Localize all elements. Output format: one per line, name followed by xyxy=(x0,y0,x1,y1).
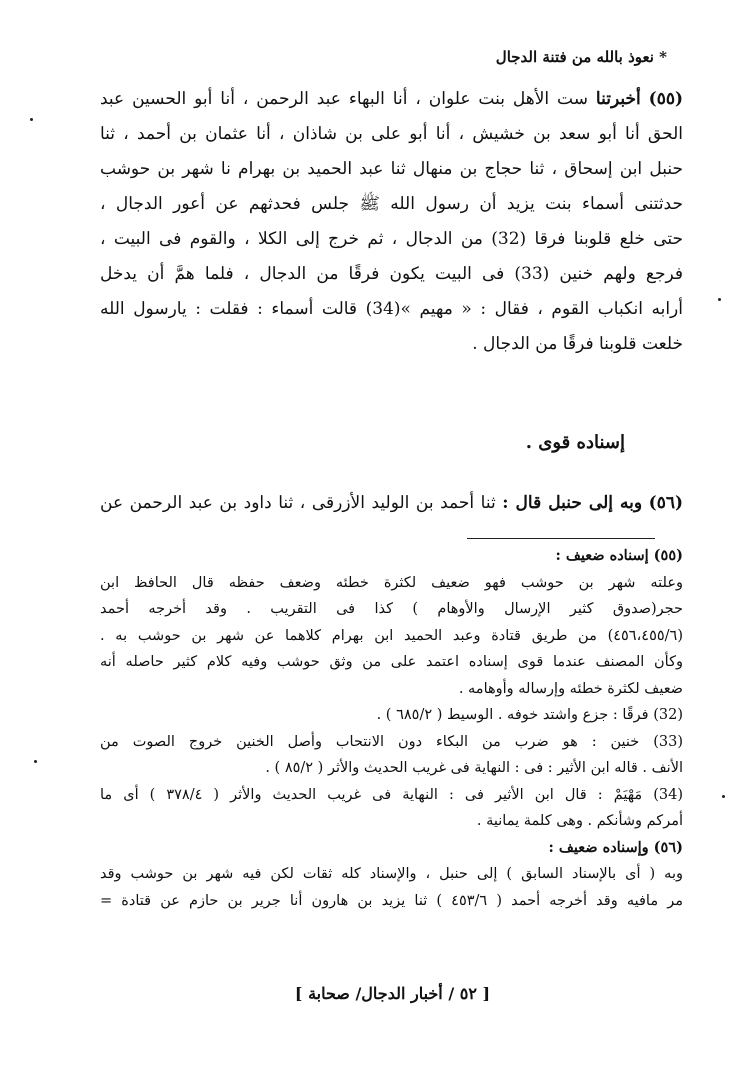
hadith-line: خلعت قلوبنا فرقًا من الدجال . xyxy=(472,334,683,354)
footnote-line: ضعيف لكثرة خطئه وإرساله وأوهامه . xyxy=(458,680,683,697)
next-hadith-line xyxy=(100,486,683,521)
footnote-heading: (٥٥) إسناده ضعيف : xyxy=(555,547,683,564)
hadith-text: ست الأهل بنت علوان ، أنا البهاء عبد الرحمن ، أنا أبو الحسين عبد xyxy=(100,89,588,109)
footnote-heading: (٥٦) وإسناده ضعيف : xyxy=(548,838,683,856)
hadith-number: (٥٥) xyxy=(648,89,683,109)
page-footer: [ ٥٢ / أخبار الدجال/ صحابة ] xyxy=(294,984,491,1003)
scan-speck xyxy=(34,760,37,763)
hadith-text: ثنا أحمد بن الوليد الأزرقى ، ثنا داود بن عبد الرحمن عن xyxy=(100,493,496,513)
footnote-line: مر مافيه وقد أخرجه أحمد ( ٤٥٣/٦ ) ثنا يزيد بن هارون أنا جرير بن حازم عن قتادة = xyxy=(100,892,683,909)
isnad-verdict: إسناده قوى . xyxy=(525,432,625,453)
footnote-line: وبه ( أى بالإسناد السابق ) إلى حنبل ، والإسناد كله ثقات لكن فيه شهر بن حوشب وقد xyxy=(100,866,683,882)
footnote-line: الأنف . قاله ابن الأثير : فى : النهاية فى غريب الحديث والأثر ( ٨٥/٢ ) . xyxy=(265,760,683,776)
footnote-line: (34) مَهْيَمْ : قال ابن الأثير فى : النهاية فى غريب الحديث والأثر ( ٣٧٨/٤ ) أى ما xyxy=(100,786,683,803)
hadith-line: حتى خلع قلوبنا فرقا (32) من الدجال ، ثم خرج إلى الكلا ، والقوم فى البيت ، xyxy=(100,229,683,249)
hadith-lead: وبه إلى حنبل قال : xyxy=(502,493,643,513)
footnotes xyxy=(100,543,683,914)
hadith-lead: أخبرتنا xyxy=(595,89,641,109)
main-text xyxy=(100,82,683,362)
footnote-line: وكأن المصنف عندما قوى إسناده اعتمد على من وثق حوشب وفيه كلام كثير حاصله أنه xyxy=(100,654,683,670)
hadith-line: أرابه انكباب القوم ، فقال : « مهيم »(34) قالت أسماء : فقلت : يارسول الله xyxy=(100,299,683,319)
footnote-line: وعلته شهر بن حوشب فهو ضعيف لكثرة خطئه وضعف حفظه قال الحافظ ابن xyxy=(100,574,683,591)
hadith-line: فرجع ولهم خنين (33) فى البيت يكون فرقًا من الدجال ، فلما همَّ أن يدخل xyxy=(100,264,683,284)
scan-speck xyxy=(30,118,33,121)
footnote-line: (32) فرقًا : جزع واشتد خوفه . الوسيط ( ٦٨٥/٢ ) . xyxy=(376,707,683,723)
footnote-line: (33) خنين : هو ضرب من البكاء دون الانتحاب وأصل الخنين خروج الصوت من xyxy=(100,733,683,750)
scan-speck xyxy=(722,795,725,798)
footnote-line: أمركم وشأنكم . وهى كلمة يمانية . xyxy=(476,813,683,829)
footnote-divider xyxy=(467,538,655,539)
hadith-line: الحق أنا أبو سعد بن خشيش ، أنا أبو على بن شاذان ، أنا عثمان بن أحمد ، ثنا xyxy=(100,124,683,144)
footnote-line: حجر(صدوق كثير الإرسال والأوهام ) كذا فى التقريب . وقد أخرجه أحمد xyxy=(100,601,683,617)
hadith-line: حدثتنى أسماء بنت يزيد أن رسول الله ﷺ جلس فحدثهم عن أعور الدجال ، xyxy=(100,194,683,214)
footnote-line: (٤٥٦،٤٥٥/٦) من طريق قتادة وعبد الحميد ابن بهرام كلاهما عن شهر بن حوشب به . xyxy=(100,627,683,644)
scan-speck xyxy=(718,298,721,301)
running-header: * نعوذ بالله من فتنة الدجال xyxy=(495,48,667,66)
hadith-number: (٥٦) xyxy=(648,493,683,513)
hadith-line xyxy=(100,82,683,117)
hadith-line: حنبل ابن إسحاق ، ثنا حجاج بن منهال ثنا عبد الحميد بن بهرام نا شهر بن حوشب xyxy=(100,159,683,179)
